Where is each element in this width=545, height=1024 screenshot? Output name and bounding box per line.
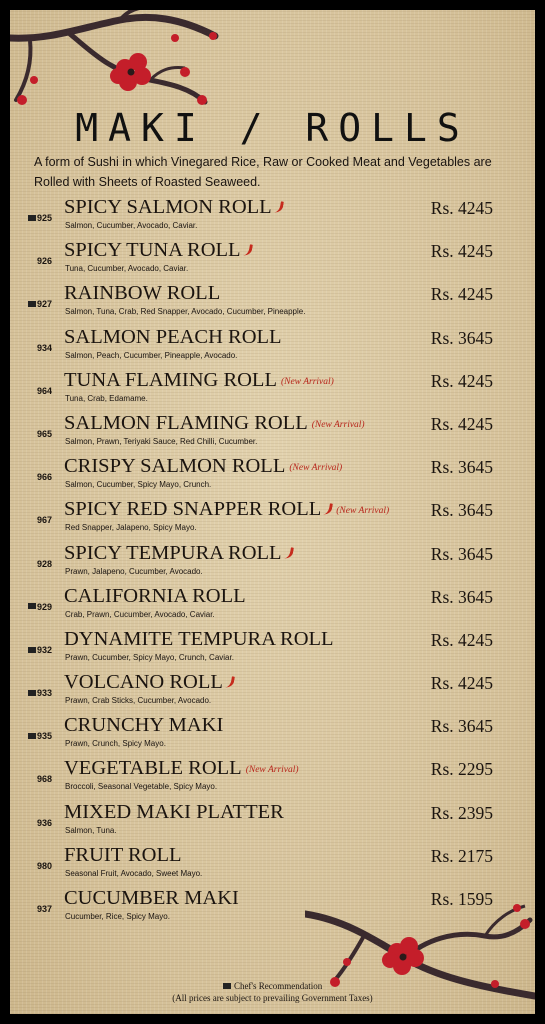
chef-hat-icon: [28, 690, 36, 696]
item-price: Rs. 4245: [430, 241, 493, 262]
item-name: MIXED MAKI PLATTER: [64, 800, 284, 823]
item-code-text: 934: [36, 342, 52, 353]
item-code-text: 968: [36, 774, 52, 785]
item-name: RAINBOW ROLL: [64, 282, 221, 305]
item-name: SALMON FLAMING ROLL: [64, 411, 308, 434]
footer: [10, 980, 535, 1004]
item-code: [20, 602, 52, 612]
item-code: [20, 472, 52, 482]
menu-item: [10, 369, 535, 412]
item-price: Rs. 2395: [430, 802, 493, 823]
tax-note: (All prices are subject to prevailing Government Taxes): [172, 993, 373, 1003]
menu-item: [10, 585, 535, 628]
menu-item-list: [10, 196, 535, 930]
item-code: [20, 429, 52, 439]
item-name: CRUNCHY MAKI: [64, 714, 224, 737]
item-ingredients: Salmon, Peach, Cucumber, Pineapple, Avocado.: [65, 350, 238, 360]
new-arrival-badge: (New Arrival): [245, 765, 299, 776]
chili-pepper-icon: [225, 675, 235, 688]
menu-item: [10, 801, 535, 844]
new-arrival-badge: (New Arrival): [289, 463, 343, 474]
item-title: [64, 671, 234, 694]
blossom-branch-top-left: [10, 10, 230, 120]
item-code: [20, 213, 52, 223]
item-title: [64, 455, 342, 478]
chili-pepper-icon: [243, 244, 253, 257]
item-code: [20, 386, 52, 396]
item-name: SPICY RED SNAPPER ROLL: [64, 498, 322, 521]
item-code-text: 937: [36, 904, 52, 914]
item-title: [64, 498, 389, 521]
item-code-text: 936: [36, 817, 52, 828]
item-price: Rs. 2295: [430, 759, 493, 780]
item-name: SPICY SALMON ROLL: [64, 196, 272, 218]
item-ingredients: Salmon, Cucumber, Avocado, Caviar.: [65, 221, 198, 230]
menu-item: [10, 542, 535, 585]
item-code: [20, 343, 52, 353]
item-title: [64, 714, 223, 737]
new-arrival-badge: (New Arrival): [280, 376, 334, 387]
item-ingredients: Tuna, Crab, Edamame.: [65, 393, 148, 403]
item-title: [64, 326, 282, 349]
item-ingredients: Salmon, Tuna, Crab, Red Snapper, Avocado, Cucumber, Pineapple.: [65, 307, 306, 317]
item-code-text: 933: [36, 688, 52, 699]
item-code: [20, 731, 52, 741]
item-ingredients: Prawn, Cucumber, Spicy Mayo, Crunch, Caviar.: [65, 652, 234, 662]
item-title: [64, 412, 365, 435]
chef-hat-icon: [223, 983, 231, 989]
item-price: Rs. 4245: [430, 413, 493, 434]
item-code-text: 928: [36, 558, 52, 569]
menu-item: [10, 239, 535, 282]
item-title: [64, 369, 334, 392]
page-title: MAKI / ROLLS: [75, 106, 470, 150]
menu-item: [10, 887, 535, 930]
item-ingredients: Broccoli, Seasonal Vegetable, Spicy Mayo.: [65, 782, 218, 792]
item-ingredients: Tuna, Cucumber, Avocado, Caviar.: [65, 264, 189, 274]
menu-item: [10, 282, 535, 325]
item-code-text: 926: [36, 256, 52, 267]
new-arrival-badge: (New Arrival): [311, 419, 365, 430]
item-code: [20, 299, 52, 309]
item-code: [20, 818, 52, 828]
item-code-text: 932: [36, 644, 52, 655]
item-price: Rs. 4245: [430, 370, 493, 391]
menu-item: [10, 326, 535, 369]
chef-recommendation-legend: [10, 980, 535, 992]
menu-item: [10, 498, 535, 541]
item-name: DYNAMITE TEMPURA ROLL: [64, 627, 334, 650]
menu-item: [10, 455, 535, 498]
menu-item: [10, 412, 535, 455]
item-code-text: 967: [36, 515, 52, 526]
item-code: [20, 256, 52, 266]
item-code-text: 929: [36, 601, 52, 612]
item-name: SALMON PEACH ROLL: [64, 325, 282, 348]
new-arrival-badge: (New Arrival): [336, 506, 390, 517]
item-price: Rs. 3645: [430, 543, 493, 564]
item-title: [64, 757, 299, 780]
legend-label: Chef's Recommendation: [233, 981, 323, 991]
menu-item: [10, 844, 535, 887]
item-code: [20, 559, 52, 569]
item-code-text: 927: [36, 299, 52, 310]
item-code: [20, 515, 52, 525]
item-title: [64, 542, 293, 565]
item-price: Rs. 3645: [430, 327, 493, 348]
item-code: [20, 904, 52, 914]
item-title: [64, 282, 220, 305]
item-ingredients: Prawn, Jalapeno, Cucumber, Avocado.: [65, 566, 203, 576]
item-ingredients: Prawn, Crunch, Spicy Mayo.: [65, 739, 166, 749]
item-title: [64, 887, 239, 910]
item-title: [64, 196, 283, 219]
item-name: VOLCANO ROLL: [64, 671, 223, 694]
item-title: [64, 239, 252, 262]
item-ingredients: Cucumber, Rice, Spicy Mayo.: [65, 912, 170, 921]
item-code-text: 925: [36, 213, 52, 223]
item-title: [64, 844, 182, 867]
item-code-text: 966: [36, 472, 52, 483]
chef-hat-icon: [28, 603, 36, 609]
item-price: Rs. 2175: [430, 845, 493, 866]
chili-pepper-icon: [274, 200, 284, 213]
item-price: Rs. 4245: [430, 673, 493, 694]
item-ingredients: Crab, Prawn, Cucumber, Avocado, Caviar.: [65, 609, 215, 619]
item-price: Rs. 4245: [430, 629, 493, 650]
chef-hat-icon: [28, 301, 36, 307]
item-name: VEGETABLE ROLL: [64, 757, 242, 780]
menu-item: [10, 671, 535, 714]
item-name: SPICY TUNA ROLL: [64, 239, 241, 262]
item-name: CALIFORNIA ROLL: [64, 584, 246, 607]
menu-item: [10, 628, 535, 671]
item-title: [64, 628, 334, 651]
item-ingredients: Prawn, Crab Sticks, Cucumber, Avocado.: [65, 696, 212, 706]
item-name: CUCUMBER MAKI: [64, 887, 239, 909]
item-code-text: 965: [36, 428, 52, 439]
item-price: Rs. 4245: [430, 284, 493, 305]
item-name: TUNA FLAMING ROLL: [64, 368, 277, 391]
item-price: Rs. 3645: [430, 457, 493, 478]
item-name: CRISPY SALMON ROLL: [64, 455, 286, 478]
item-code: [20, 774, 52, 784]
item-code: [20, 645, 52, 655]
item-code-text: 935: [36, 731, 52, 742]
item-price: Rs. 4245: [430, 198, 493, 218]
item-code: [20, 861, 52, 871]
chef-hat-icon: [28, 647, 36, 653]
menu-item: [10, 196, 535, 239]
item-price: Rs. 1595: [430, 889, 493, 909]
menu-page: [10, 10, 535, 1014]
item-title: [64, 801, 284, 824]
item-ingredients: Salmon, Prawn, Teriyaki Sauce, Red Chilli, Cucumber.: [65, 436, 258, 446]
menu-item: [10, 757, 535, 800]
item-ingredients: Red Snapper, Jalapeno, Spicy Mayo.: [65, 523, 197, 533]
item-code: [20, 688, 52, 698]
item-price: Rs. 3645: [430, 716, 493, 737]
section-description: A form of Sushi in which Vinegared Rice, Raw or Cooked Meat and Vegetables are Rolled with Sheets of Roasted Seaweed.: [34, 155, 492, 189]
item-code-text: 980: [36, 860, 52, 871]
item-price: Rs. 3645: [430, 500, 493, 521]
item-ingredients: Salmon, Tuna.: [65, 825, 117, 835]
chef-hat-icon: [28, 733, 36, 739]
item-price: Rs. 3645: [430, 586, 493, 607]
item-code-text: 964: [36, 385, 52, 396]
item-title: [64, 585, 246, 608]
chili-pepper-icon: [323, 503, 333, 516]
item-ingredients: Salmon, Cucumber, Spicy Mayo, Crunch.: [65, 480, 212, 490]
item-name: SPICY TEMPURA ROLL: [64, 541, 282, 564]
chili-pepper-icon: [284, 546, 294, 559]
item-ingredients: Seasonal Fruit, Avocado, Sweet Mayo.: [65, 868, 203, 878]
item-name: FRUIT ROLL: [64, 843, 182, 866]
chef-hat-icon: [28, 215, 36, 221]
menu-item: [10, 714, 535, 757]
